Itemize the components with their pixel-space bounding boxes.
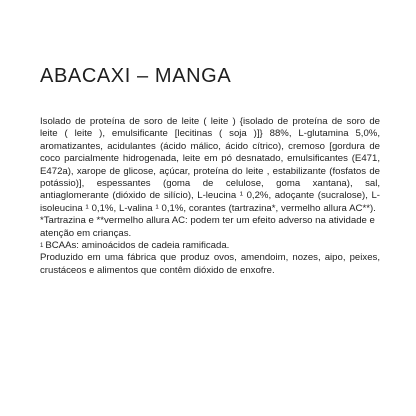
- footnote-marker: 1: [40, 243, 44, 250]
- allergen-warning: Produzido em uma fábrica que produz ovos, amendoim, nozes, aipo, peixes, crustáceos e alimentos que contêm dióxido de enxofre.: [40, 252, 380, 276]
- bcaa-footnote: [40, 240, 380, 252]
- bcaa-footnote-text: BCAAs: aminoácidos de cadeia ramificada.: [45, 240, 230, 252]
- flavor-title: ABACAXI – MANGA: [40, 65, 232, 87]
- ingredients-list: Isolado de proteína de soro de leite ( leite ) {isolado de proteína de soro de leite ( leite ), emulsificante [lecitinas ( soja )]} 88%, L-glutamina 5,0%, aromatizantes, acidulantes (ácido málico, ácido cítrico), cremoso [gordura de coco parcialmente hidrogenada, leite em pó desnatado, emulsificantes (E471, E472a), xarope de glicose, açúcar, proteína do leite , estabilizante (fosfatos de potássio)], espessantes (goma de celulose, goma xantana), sal, antiaglomerante (dióxido de silício), L-leucina ¹ 0,2%, adoçante (sucralose), L-isoleucina ¹ 0,1%, L-valina ¹ 0,1%, corantes (tartrazina*, vermelho allura AC**).: [40, 116, 380, 214]
- nutrition-label: [40, 64, 380, 277]
- color-additive-warning: *Tartrazina e **vermelho allura AC: podem ter um efeito adverso na atividade e atenção em crianças.: [40, 215, 375, 239]
